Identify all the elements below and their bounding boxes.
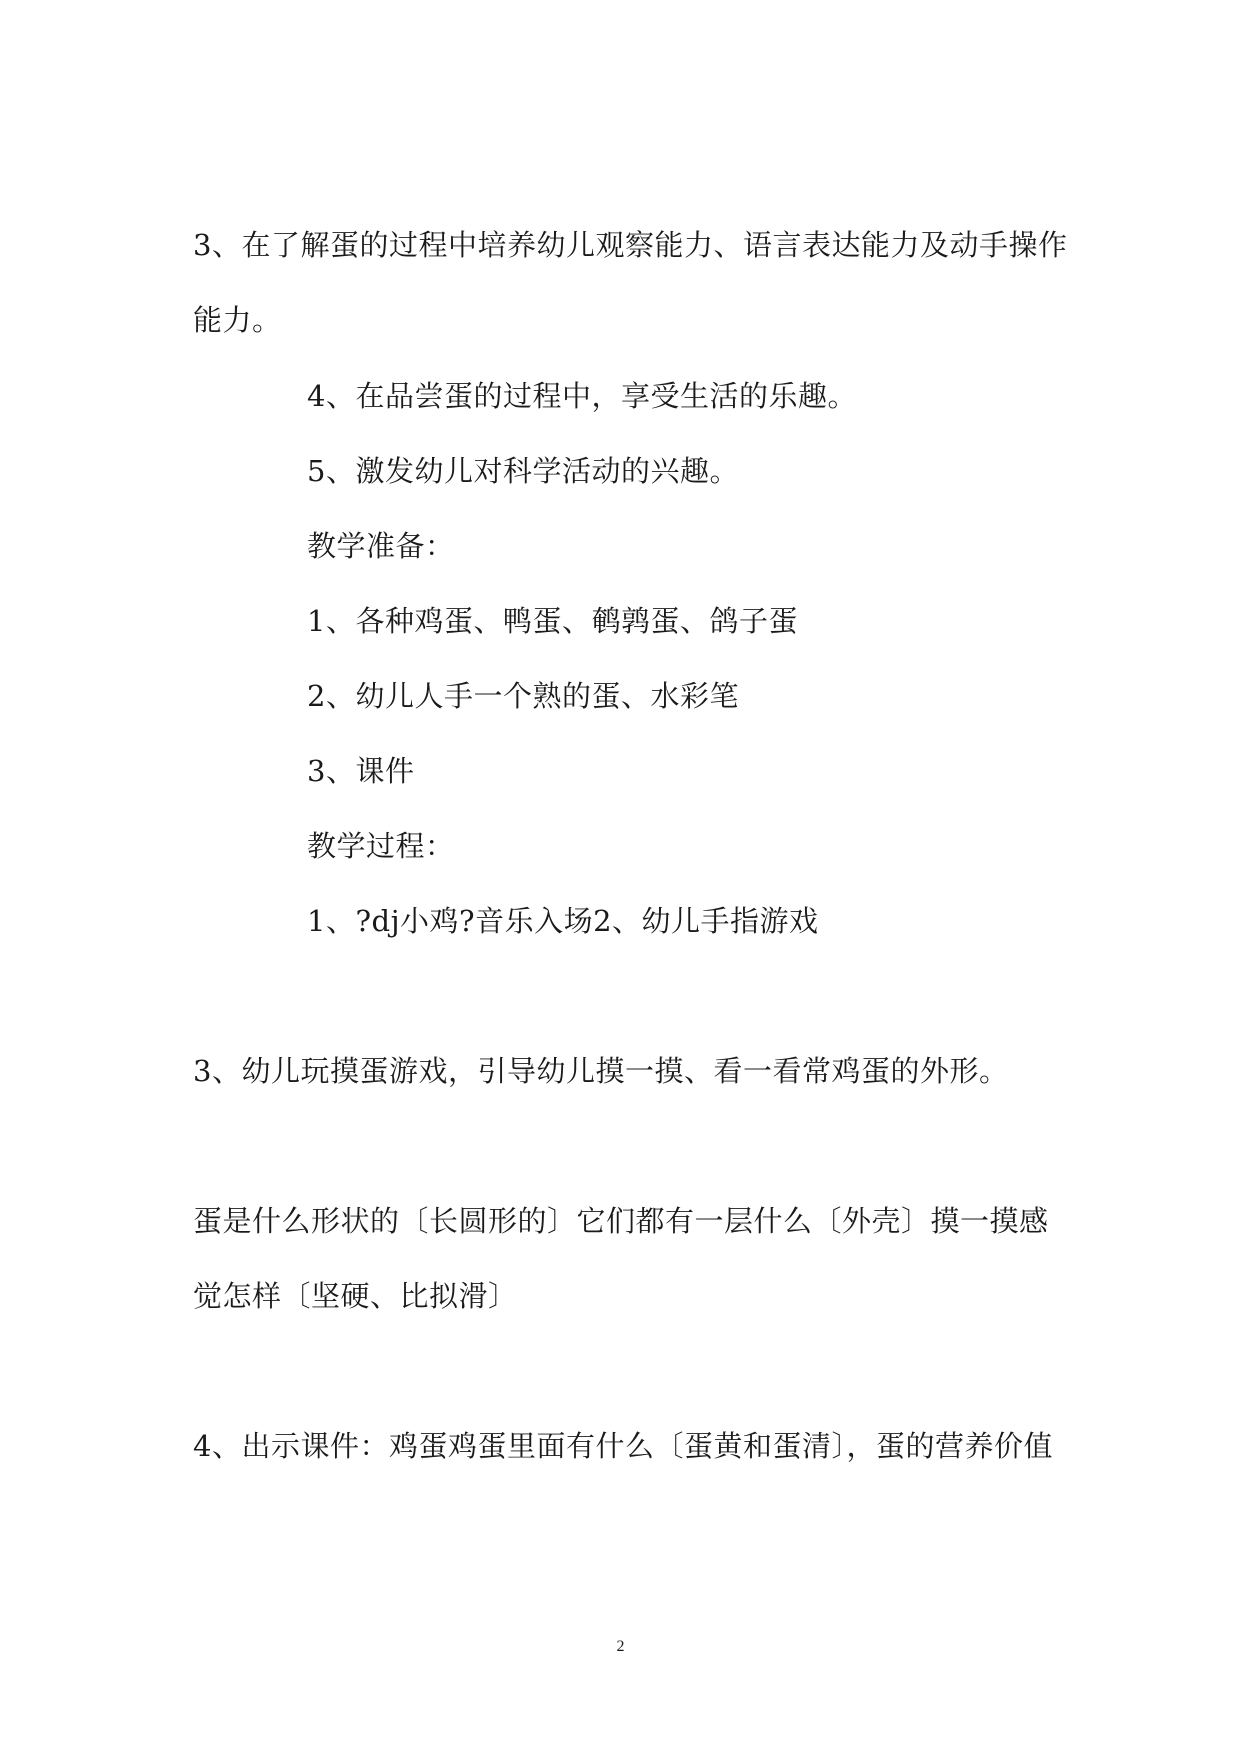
text-line-prep-2: 2、幼儿人手一个熟的蛋、水彩笔 [307, 679, 739, 713]
text-line-process-4: 4、出示课件：鸡蛋鸡蛋里面有什么〔蛋黄和蛋清〕，蛋的营养价值 [193, 1429, 1053, 1463]
text-line-goal-4: 4、在品尝蛋的过程中，享受生活的乐趣。 [307, 379, 857, 413]
text-line-goal-3: 3、在了解蛋的过程中培养幼儿观察能力、语言表达能力及动手操作 [193, 228, 1068, 262]
text-line-process-3: 3、幼儿玩摸蛋游戏，引导幼儿摸一摸、看一看常鸡蛋的外形。 [193, 1054, 1009, 1088]
text-line-goal-3-cont: 能力。 [193, 303, 282, 337]
page-number: 2 [616, 1638, 625, 1655]
text-line-prep-1: 1、各种鸡蛋、鸭蛋、鹌鹑蛋、鸽子蛋 [307, 604, 798, 638]
text-line-goal-5: 5、激发幼儿对科学活动的兴趣。 [307, 454, 739, 488]
text-line-process-1: 1、?dj小鸡?音乐入场2、幼儿手指游戏 [307, 904, 819, 938]
section-heading-process: 教学过程： [307, 829, 455, 863]
text-line-egg-shape-cont: 觉怎样〔坚硬、比拟滑〕 [193, 1279, 518, 1313]
text-line-prep-3: 3、课件 [307, 754, 415, 788]
text-line-egg-shape: 蛋是什么形状的〔长圆形的〕它们都有一层什么〔外壳〕摸一摸感 [193, 1204, 1049, 1238]
section-heading-preparation: 教学准备： [307, 529, 455, 563]
